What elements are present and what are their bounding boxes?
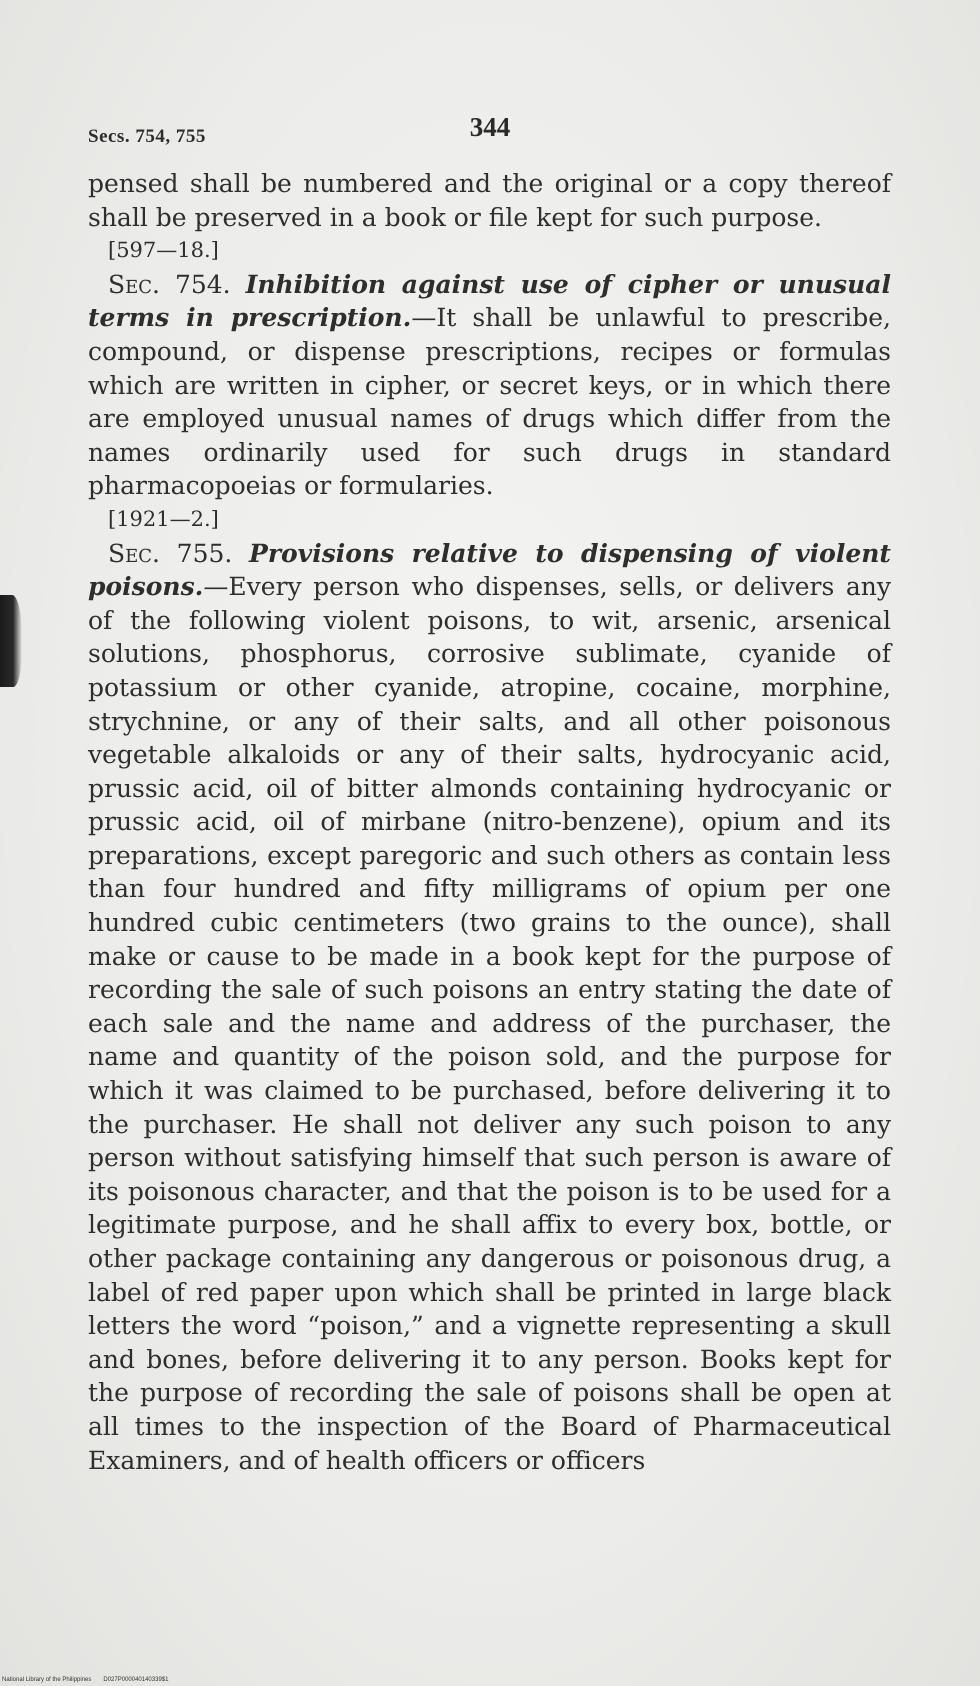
section-755: [88, 537, 891, 1478]
footer-library: National Library of the Philippines: [2, 1677, 92, 1683]
section-755-title: Provisions relative to dispensing of violent poisons.: [88, 538, 891, 602]
continuation-paragraph: pensed shall be numbered and the original or a copy thereof shall be preserved in a book or file kept for such purpose.: [88, 169, 891, 232]
footer-barcode: D027P000040140339$1: [103, 1677, 169, 1683]
section-754: [88, 268, 891, 503]
citation-755: [1921—2.]: [108, 506, 219, 531]
page-number: 344: [469, 112, 511, 142]
section-754-label: Sec. 754.: [108, 269, 231, 299]
section-755-label: Sec. 755.: [108, 538, 233, 568]
scan-footer: [2, 1677, 168, 1683]
section-754-title: Inhibition against use of cipher or unusual terms in prescription.: [88, 269, 891, 333]
section-754-text: —It shall be unlawful to prescribe, compound, or dispense prescriptions, recipes or formulas which are written in cipher, or secret keys, or in which there are employed unusual names of drugs which differ from the names ordinarily used for such drugs in standard pharmacopoeias or formularies.: [88, 303, 891, 501]
section-755-text: —Every person who dispenses, sells, or delivers any of the following violent poisons, to wit, arsenic, arsenical solutions, phosphorus, corrosive sublimate, cyanide of potassium or other cyanide, atropine, cocaine, morphine, strychnine, or any of their salts, and all other poisonous vegetable alkaloids or any of their salts, hydrocyanic acid, prussic acid, oil of bitter almonds containing hydrocyanic or prussic acid, oil of mirbane (nitro-benzene), opium and its preparations, except paregoric and such others as contain less than four hundred and fifty milligrams of opium per one hundred cubic centimeters (two grains to the ounce), shall make or cause to be made in a book kept for the purpose of recording the sale of such poisons an entry stating the date of each sale and the name and address of the purchaser, the name and quantity of the poison sold, and the purpose for which it was claimed to be purchased, before delivering it to the purchaser. He shall not deliver any such poison to any person without satisfying himself that such person is aware of its poisonous character, and that the poison is to be used for a legitimate purpose, and he shall affix to every box, bottle, or other package containing any dangerous or poisonous drug, a label of red paper upon which shall be printed in large black letters the word “poison,” and a vignette representing a skull and bones, before delivering it to any person. Books kept for the purpose of recording the sale of poisons shall be open at all times to the inspection of the Board of Pharmaceutical Examiners, and of health officers or officers: [88, 572, 891, 1475]
page-body: [88, 167, 891, 1477]
running-head-sections: Secs. 754, 755: [88, 126, 206, 147]
citation-754: [597—18.]: [108, 238, 219, 263]
scan-edge-mark: [0, 595, 22, 687]
